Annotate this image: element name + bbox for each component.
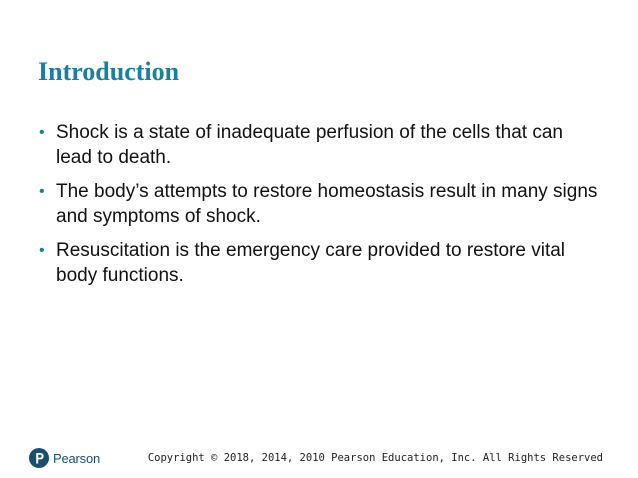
slide-title: Introduction — [38, 57, 180, 86]
bullet-list — [38, 121, 598, 298]
bullet-text: The body’s attempts to restore homeostasis result in many signs and symptoms of shock. — [56, 181, 598, 227]
bullet-text: Shock is a state of inadequate perfusion of the cells that can lead to death. — [56, 122, 563, 168]
copyright-notice: Copyright © 2018, 2014, 2010 Pearson Education, Inc. All Rights Reserved — [147, 452, 603, 464]
bullet-marker: • — [39, 242, 45, 259]
bullet-item — [38, 121, 598, 170]
bullet-item — [38, 239, 598, 288]
bullet-item — [38, 180, 598, 229]
pearson-logo-icon — [29, 448, 49, 468]
bullet-marker: • — [39, 124, 45, 141]
pearson-logo — [29, 446, 100, 470]
pearson-wordmark: Pearson — [53, 450, 101, 466]
bullet-marker: • — [39, 183, 45, 200]
bullet-text: Resuscitation is the emergency care provided to restore vital body functions. — [56, 240, 566, 286]
